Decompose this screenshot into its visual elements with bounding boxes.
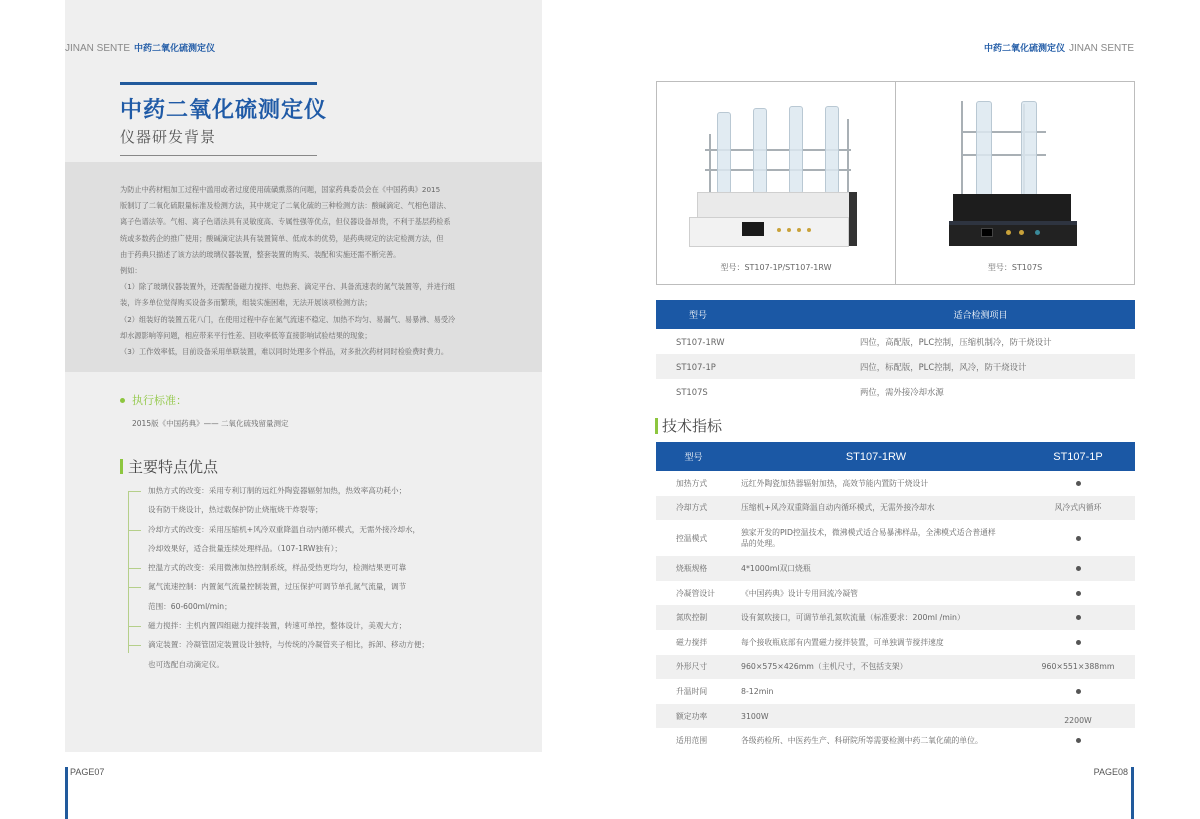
spec-p-value: 2200W [1021,704,1135,729]
spec-p-value [1021,581,1135,606]
spec-p-value [1021,471,1135,496]
items-cell: 两位，需外接冷却水源 [860,386,944,397]
included-dot-icon [1076,689,1081,694]
background-line: （1）除了玻璃仪器装置外，还需配备磁力搅拌、电热套、滴定平台、具备流速表的氮气装置等，并进行组 [120,282,456,292]
header-product-name: 中药二氧化硫测定仪 [134,44,216,54]
included-dot-icon [1076,566,1081,571]
spec-p-value [1021,679,1135,704]
product-photos [656,81,1135,285]
spec-title: 技术指标 [662,417,723,435]
right-running-header [984,41,1134,54]
background-line: （3）工作效率低，目前设备采用单联装置，难以同时处理多个样品，对多批次药材同时检验费时费力。 [120,347,449,357]
spec-name: 控温模式 [676,533,708,543]
included-dot-icon [1076,536,1081,541]
spec-rw-value: 独家开发的PID控温技术，微沸模式适合易暴沸样品，全沸模式适合普通样品的处理。 [741,528,996,549]
spec-rw-value: 《中国药典》设计专用回流冷凝管 [741,588,858,598]
spec-p-value [1021,630,1135,655]
spec-p-value: 风冷式内循环 [1021,496,1135,521]
spec-name: 冷却方式 [656,496,731,521]
included-dot-icon [1076,591,1081,596]
background-line: 版制订了二氧化硫限量标准及检测方法，其中规定了二氧化硫的三种检测方法：酸碱滴定、气相色谱法、 [120,201,451,211]
features-title: 主要特点优点 [128,458,219,476]
feature-line: 也可选配自动滴定仪。 [148,659,224,669]
background-line: 为防止中药材粗加工过程中滥用或者过度使用硫磺熏蒸的问题，国家药典委员会在《中国药典》2015 [120,185,441,194]
models-table [656,300,1135,404]
spec-p-value [1021,520,1135,556]
spec-name: 冷凝管设计 [676,588,715,598]
header-product-name: 中药二氧化硫测定仪 [983,44,1065,54]
photo-st107s [895,82,1134,284]
background-line: 统或多数药企的推广使用；酸碱滴定法具有装置简单、低成本的优势，是药典规定的法定检测方法，但 [120,233,444,243]
table-row [656,379,1135,404]
spec-rw-value: 压缩机+风冷双重降温自动内循环模式，无需外接冷却水 [731,496,1021,521]
table-row [656,605,1135,630]
column-header: ST107-1P [1021,442,1135,471]
page-number-right: PAGE08 [1094,767,1134,819]
table-row [656,630,1135,655]
spec-name: 适用范围 [676,736,708,746]
table-row [656,728,1135,753]
spec-rw-value: 每个接收瓶底部有内置磁力搅拌装置，可单独调节搅拌速度 [741,637,944,647]
model-cell: ST107S [676,386,708,397]
spec-p-value [1021,556,1135,581]
spec-p-value [1021,605,1135,630]
items-cell: 四位，标配版，PLC控制，风冷，防干烧设计 [846,354,1135,379]
feature-line: 磁力搅拌：主机内置四组磁力搅拌装置，转速可单控，整体设计，美观大方； [128,619,498,638]
standard-heading [120,392,288,408]
table-row [656,496,1135,521]
spec-name: 烧瓶规格 [656,556,731,581]
table-row [656,329,1135,354]
title-divider [120,155,317,156]
feature-line: 加热方式的改变：采用专利订制的远红外陶瓷器辐射加热，热效率高功耗小； [128,484,498,503]
spec-rw-value: 4*1000ml双口烧瓶 [731,556,1021,581]
background-text [120,182,500,360]
photo-caption: 型号：ST107S [987,263,1043,272]
feature-line: 冷却效果好，适合批量连续处理样品。（107-1RW独有）； [148,543,343,553]
page-number-left: PAGE07 [65,767,104,819]
spec-name: 氮吹控制 [656,605,731,630]
table-row [656,556,1135,581]
column-header: 型号 [656,442,731,471]
feature-line: 范围：60-600ml/min； [148,601,232,611]
bullet-dot-icon [120,398,125,403]
spec-rw-value: 远红外陶瓷加热器辐射加热，高效节能内置防干烧设计 [741,478,929,488]
spec-rw-value: 各级药检所、中医药生产、科研院所等需要检测中药二氧化硫的单位。 [741,736,983,746]
included-dot-icon [1076,738,1081,743]
background-line: 却水源影响等问题，相应带来平行性差、回收率低等直接影响试验结果的现象； [120,330,372,340]
spec-heading [655,415,722,436]
column-header: 型号 [656,300,846,329]
table-row [656,581,1135,606]
table-row [656,679,1135,704]
background-line: 例如： [120,266,142,276]
spec-name: 外形尺寸 [656,655,731,680]
background-line: （2）组装好的装置五花八门，在使用过程中存在氮气流速不稳定、加热不均匀、易漏气、易暴沸、易受冷 [120,314,456,324]
photo-st107-1p-1rw [657,82,895,284]
table-row [656,704,1135,729]
page-subtitle: 仪器研发背景 [120,128,217,146]
heading-accent-bar [655,418,658,434]
standard-title: 执行标准： [132,394,187,407]
spec-rw-value: 设有氮吹接口，可调节单孔氮吹流量（标准要求：200ml /min） [731,605,1021,630]
spec-name: 磁力搅拌 [676,637,708,647]
feature-line: 设有防干烧设计，热过载保护防止烧瓶烧干炸裂等； [148,505,323,515]
spec-rw-value: 960×575×426mm（主机尺寸，不包括支架） [731,655,1021,680]
title-block [120,82,328,156]
page-title: 中药二氧化硫测定仪 [120,98,328,123]
background-line: 由于药典只描述了该方法的玻璃仪器装置，整套装置的购买、装配和实施还需不断完善。 [120,249,401,259]
heading-accent-bar [120,459,123,474]
spec-name: 额定功率 [656,704,731,729]
feature-line: 滴定装置：冷凝管固定装置设计独特，与传统的冷凝管夹子相比，拆卸、移动方便； [128,638,498,657]
column-header: ST107-1RW [731,442,1021,471]
standard-text: 2015版《中国药典》—— 二氧化硫残留量测定 [132,419,289,428]
spec-rw-value: 8-12min [741,686,774,696]
spec-name: 加热方式 [676,478,708,488]
instrument-image-white [697,94,857,246]
column-header: 适合检测项目 [846,300,1135,329]
spec-name: 升温时间 [676,686,708,696]
features-heading [120,456,218,477]
left-running-header [65,41,215,54]
title-top-bar [120,82,317,85]
feature-line: 控温方式的改变：采用微沸加热控制系统，样品受热更均匀，检测结果更可靠 [128,561,498,580]
included-dot-icon [1076,640,1081,645]
instrument-image-black [951,96,1081,248]
feature-line: 冷却方式的改变：采用压缩机+风冷双重降温自动内循环模式，无需外接冷却水， [128,523,498,542]
spec-rw-value: 3100W [731,704,1021,729]
items-cell: 四位，高配版，PLC控制，压缩机制冷，防干烧设计 [860,336,1052,347]
table-row [656,655,1135,680]
included-dot-icon [1076,481,1081,486]
included-dot-icon [1076,615,1081,620]
standard-section [120,392,288,429]
photo-caption: 型号：ST107-1P/ST107-1RW [720,263,832,272]
table-header-row [656,300,1135,329]
background-line: 装，许多单位觉得购买设备多而繁琐，组装实施困难，无法开展该项检测方法； [120,298,372,308]
table-row [656,471,1135,496]
brand-name: JINAN SENTE [65,43,131,54]
table-row [656,520,1135,556]
model-cell: ST107-1RW [676,336,725,347]
spec-p-value [1021,728,1135,753]
brand-name: JINAN SENTE [1068,43,1134,54]
spec-table [656,442,1135,753]
model-cell: ST107-1P [656,354,846,379]
features-list [128,484,498,677]
background-line: 离子色谱法等。气相、离子色谱法具有灵敏度高、专属性强等优点，但仪器设备昂贵，不利于基层药检系 [120,217,451,227]
table-row [656,354,1135,379]
table-header-row [656,442,1135,471]
spec-p-value: 960×551×388mm [1021,655,1135,680]
feature-line: 氮气流速控制：内置氮气流量控制装置，过压保护可调节单孔氮气流量，调节 [128,580,498,599]
